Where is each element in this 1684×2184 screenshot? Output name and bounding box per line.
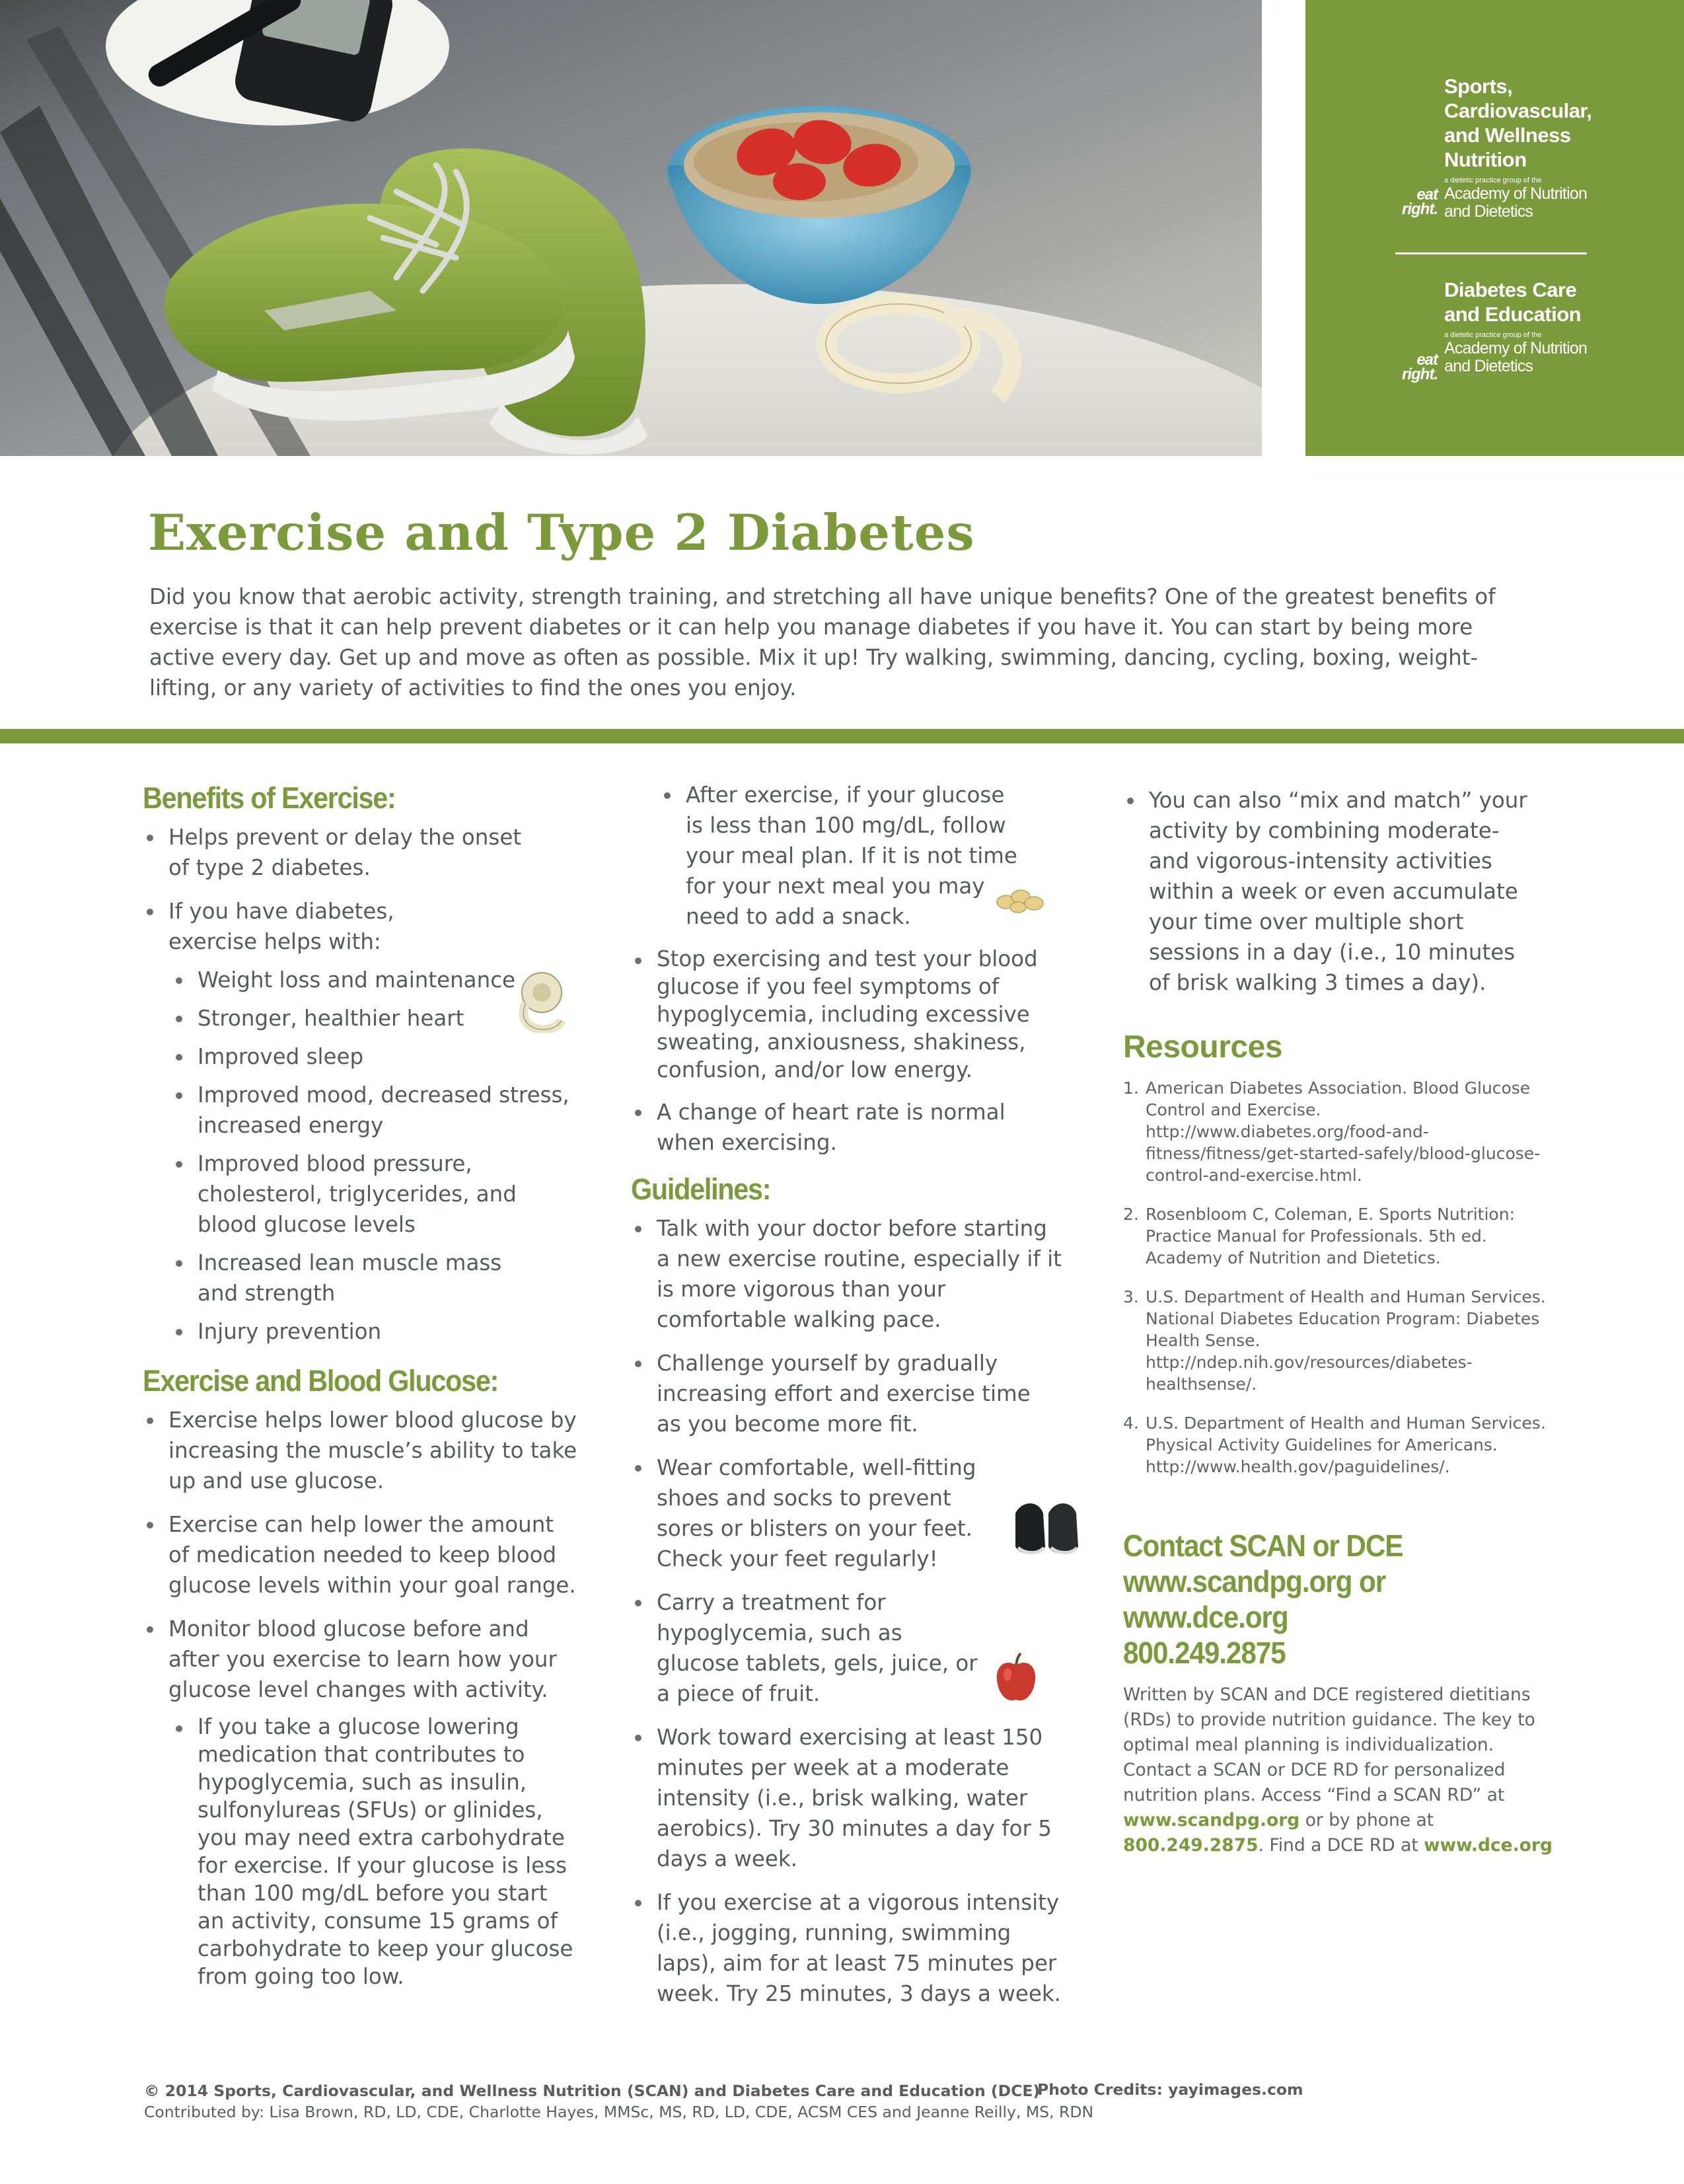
scan-academy: Academy of Nutrition and Dietetics [1444, 184, 1588, 221]
list-item: Increased lean muscle mass and strength [172, 1248, 579, 1308]
list-item: Improved blood pressure, cholesterol, triglycerides, and blood glucose levels [172, 1148, 579, 1240]
benefits-heading: Benefits of Exercise: [143, 781, 396, 815]
brand-divider [1395, 252, 1587, 254]
page-title: Exercise and Type 2 Diabetes [148, 504, 975, 562]
list-item: If you take a glucose lowering medication that contributes to hypoglycemia, such as insulin, sulfonylureas (SFUs) or glinides, you may need extra carbohydrate for exercise. If your glucose is less than 100 mg/dL before you start an activity, consume 15 grams of carbohydrate to keep your glucose from going too low. [172, 1713, 579, 1990]
phone-number[interactable]: 800.249.2875 [1123, 1835, 1259, 1856]
column-2 [631, 780, 1067, 2009]
header-photo [0, 0, 1262, 456]
list-item: Improved sleep [172, 1041, 579, 1072]
list-item: Helps prevent or delay the onset of type 2 diabetes. [143, 822, 579, 883]
contributors: Contributed by: Lisa Brown, RD, LD, CDE, Charlotte Hayes, MMSc, MS, RD, LD, CDE, ACSM CES and Jeanne Reilly, MS, RDN [144, 2103, 1094, 2121]
resources-heading: Resources [1123, 1030, 1282, 1065]
list-item: Stop exercising and test your blood glucose if you feel symptoms of hypoglycemia, including excessive sweating, anxiousness, shakiness, confusion, and/or low energy. [631, 945, 1067, 1084]
resources-list [1123, 1077, 1566, 1478]
dce-link[interactable]: www.dce.org [1424, 1835, 1553, 1856]
list-item: 1. American Diabetes Association. Blood Glucose Control and Exercise. http://www.diabetes.org/food-and-fitness/fitness/get-started-safely/blood-glucose-control-and-exercise.html. [1123, 1078, 1541, 1185]
list-item: Weight loss and maintenance [172, 965, 579, 995]
list-item: After exercise, if your glucose is less than 100 mg/dL, follow your meal plan. If it is not time for your next meal you may need to add a snack. [660, 780, 1067, 932]
footer [144, 2080, 1093, 2123]
glucose-heading: Exercise and Blood Glucose: [143, 1364, 499, 1398]
dce-logo [1402, 278, 1669, 383]
dce-subtitle: a dietetic practice group of the [1444, 331, 1542, 339]
guidelines-list-continued [1123, 785, 1566, 998]
contact-heading: Contact SCAN or DCE www.scandpg.org or www.dce.org 800.249.2875 [1123, 1528, 1403, 1670]
apple-icon [993, 1652, 1039, 1705]
brand-panel [1305, 0, 1684, 456]
intro-paragraph: Did you know that aerobic activity, strength training, and stretching all have unique benefits? One of the greatest benefits of exercise is that it can help prevent diabetes or it can help you manage diabetes if you have it. You can start by being more active every day. Get up and move as often as possible. Mix it up! Try walking, swimming, dancing, cycling, boxing, weight-lifting, or any variety of activities to find the ones you enjoy. [149, 584, 1496, 700]
contact-paragraph: Written by SCAN and DCE registered dietitians (RDs) to provide nutrition guidance. The key to optimal meal planning is individualization. Contact a SCAN or DCE RD for personalized nutrition plans. Access “Find a SCAN RD” at www.scandpg.org or by phone at 800.249.2875. Find a DCE RD at www.dce.org [1123, 1684, 1553, 1856]
contact-section [1123, 1528, 1566, 1858]
guidelines-list [631, 1213, 1067, 2009]
scan-logo [1402, 74, 1669, 221]
list-item: 2. Rosenbloom C, Coleman, E. Sports Nutrition: Practice Manual for Professionals. 5th ed. Academy of Nutrition and Dietetics. [1123, 1205, 1515, 1267]
list-item: Talk with your doctor before starting a new exercise routine, especially if it is more vigorous than your comfortable walking pace. [631, 1213, 1067, 1335]
tape-measure-icon [513, 970, 566, 1033]
list-item: Injury prevention [172, 1316, 579, 1347]
dce-name: Diabetes Care and Education [1444, 278, 1582, 326]
benefits-list [143, 822, 579, 957]
eat-right-logo: eat right. [1402, 351, 1438, 383]
list-item: If you have diabetes, exercise helps with: [143, 896, 579, 957]
sneakers-icon [1009, 1493, 1085, 1560]
dce-academy: Academy of Nutrition and Dietetics [1444, 339, 1588, 375]
scan-subtitle: a dietetic practice group of the [1444, 176, 1542, 184]
list-item: If you exercise at a vigorous intensity (i.e., jogging, running, swimming laps), aim for at least 75 minutes per week. Try 25 minutes, 3 days a week. [631, 1887, 1067, 2009]
hero-illustration [0, 0, 1262, 456]
list-item: 4. U.S. Department of Health and Human Services. Physical Activity Guidelines for Americans. http://www.health.gov/paguidelines/. [1123, 1413, 1546, 1476]
copyright: © 2014 Sports, Cardiovascular, and Wellness Nutrition (SCAN) and Diabetes Care and Education (DCE) [144, 2082, 1041, 2100]
glucose-list [143, 1405, 579, 1705]
glucose-list-continued [631, 945, 1067, 1158]
scan-name: Sports, Cardiovascular, and Wellness Nutrition [1444, 75, 1592, 171]
list-item: Carry a treatment for hypoglycemia, such as glucose tablets, gels, juice, or a piece of fruit. [631, 1587, 1067, 1709]
snack-icon [993, 882, 1052, 915]
eat-right-logo: eat right. [1402, 186, 1438, 218]
section-divider [0, 729, 1684, 743]
list-item: Monitor blood glucose before and after you exercise to learn how your glucose level changes with activity. [143, 1614, 579, 1705]
photo-credits: Photo Credits: yayimages.com [1037, 2080, 1303, 2099]
column-1 [143, 780, 579, 1990]
list-item: A change of heart rate is normal when exercising. [631, 1097, 1067, 1158]
list-item: Work toward exercising at least 150 minutes per week at a moderate intensity (i.e., brisk walking, water aerobics). Try 30 minutes a day for 5 days a week. [631, 1722, 1067, 1874]
list-item: Exercise helps lower blood glucose by increasing the muscle’s ability to take up and use glucose. [143, 1405, 579, 1496]
column-3 [1123, 780, 1566, 1858]
scandpg-link[interactable]: www.scandpg.org [1123, 1810, 1300, 1830]
list-item: You can also “mix and match” your activity by combining moderate- and vigorous-intensity activities within a week or even accumulate your time over multiple short sessions in a day (i.e., 10 minutes of brisk walking 3 times a day). [1123, 785, 1566, 998]
list-item: Exercise can help lower the amount of medication needed to keep blood glucose levels within your goal range. [143, 1509, 579, 1600]
list-item: Stronger, healthier heart [172, 1003, 579, 1034]
list-item: Wear comfortable, well-fitting shoes and socks to prevent sores or blisters on your feet. Check your feet regularly! [631, 1452, 1067, 1574]
list-item: Challenge yourself by gradually increasing effort and exercise time as you become more fit. [631, 1348, 1067, 1439]
guidelines-heading: Guidelines: [631, 1172, 771, 1206]
list-item: 3. U.S. Department of Health and Human Services. National Diabetes Education Program: Diabetes Health Sense. http://ndep.nih.gov/resources/diabetes-healthsense/. [1123, 1287, 1546, 1394]
list-item: Improved mood, decreased stress, increased energy [172, 1080, 579, 1141]
glucose-sublist [172, 1713, 579, 1990]
